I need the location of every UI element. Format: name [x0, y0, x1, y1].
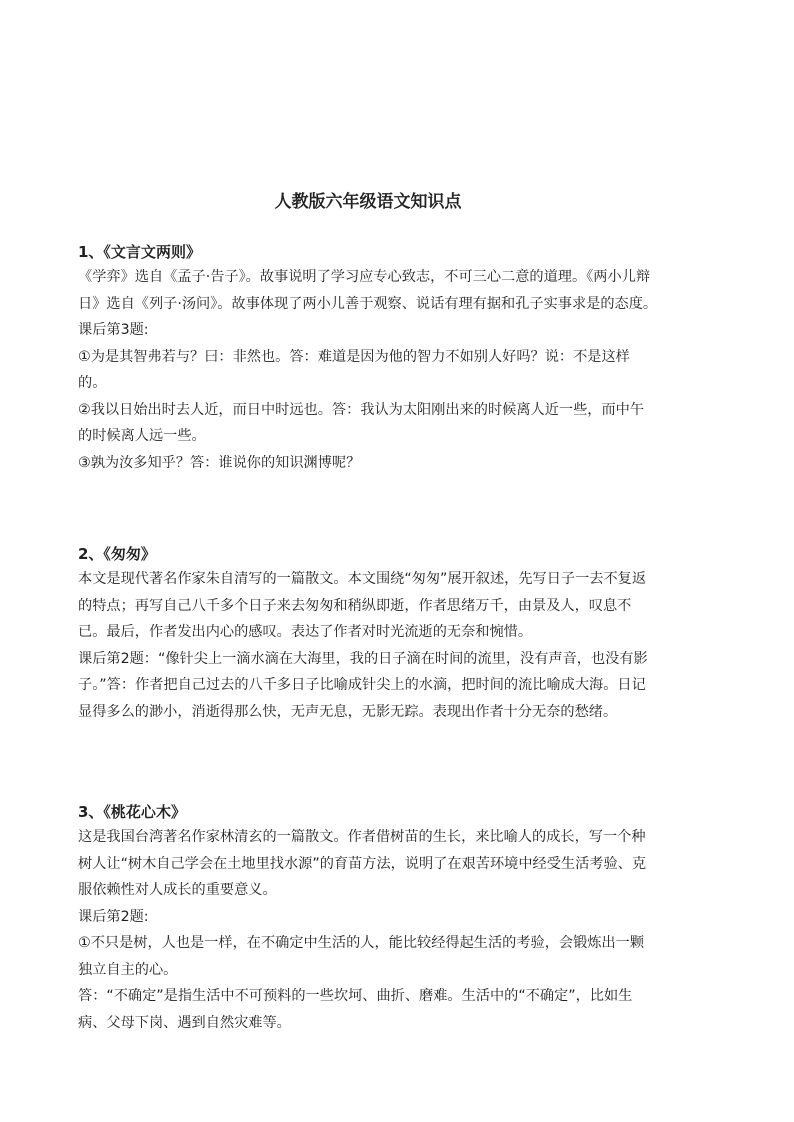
section-heading: 1、《文言文两则》: [78, 243, 201, 261]
exercise-item: ①为是其智弗若与？曰：非然也。答：难道是因为他的智力不如别人好吗？说：不是这样的。: [78, 348, 630, 391]
exercise-item: 答：“不确定”是指生活中不可预料的一些坎坷、曲折、磨难。生活中的“不确定”，比如生病、父母下岗、遇到自然灾难等。: [78, 988, 633, 1031]
page-title: 人教版六年级语文知识点: [274, 192, 462, 212]
exercise-label: 课后第3题:: [78, 322, 149, 338]
section-heading: 3、《桃花心木》: [78, 803, 186, 821]
section-paragraph: 本文是现代著名作家朱自清写的一篇散文。本文围绕“匆匆”展开叙述，先写日子一去不复返的特点；再写自己八千多个日子来去匆匆和稍纵即逝，作者思绪万千，由景及人，叹息不已。最后，作者发出内心的感叹。表达了作者对时光流逝的无奈和惋惜。: [78, 571, 647, 640]
section-paragraph: 课后第2题：“像针尖上一滴水滴在大海里，我的日子滴在时间的流里，没有声音，也没有影子。”答：作者把自己过去的八千多日子比喻成针尖上的水滴，把时间的流比喻成大海。日记显得多么的渺小，消逝得那么快，无声无息，无影无踪。表现出作者十分无奈的愁绪。: [78, 650, 648, 720]
section-wenyanwen: [78, 240, 658, 476]
exercise-item: ①不只是树，人也是一样，在不确定中生活的人，能比较经得起生活的考验，会锻炼出一颗独立自主的心。: [78, 935, 645, 978]
section-congcong: [78, 542, 658, 725]
exercise-label: 课后第2题:: [78, 908, 149, 925]
section-heading: 2、《匆匆》: [78, 545, 156, 563]
exercise-item: ②我以日始出时去人近，而日中时远也。答：我认为太阳刚出来的时候离人近一些，而中午的时候离人远一些。: [78, 401, 645, 444]
section-taohuaxinmu: [78, 800, 658, 1036]
section-paragraph: 这是我国台湾著名作家林清玄的一篇散文。作者借树苗的生长，来比喻人的成长，写一个种树人让“树木自己学会在土地里找水源”的育苗方法，说明了在艰苦环境中经受生活考验、克服依赖性对人成长的重要意义。: [78, 829, 647, 898]
exercise-item: ③孰为汝多知乎？答：谁说你的知识渊博呢？: [78, 454, 361, 471]
section-paragraph: 《学弈》选自《孟子·告子》。故事说明了学习应专心致志，不可三心二意的道理。《两小儿辩日》选自《列子·汤问》。故事体现了两小儿善于观察、说话有理有据和孔子实事求是的态度。: [78, 269, 658, 312]
